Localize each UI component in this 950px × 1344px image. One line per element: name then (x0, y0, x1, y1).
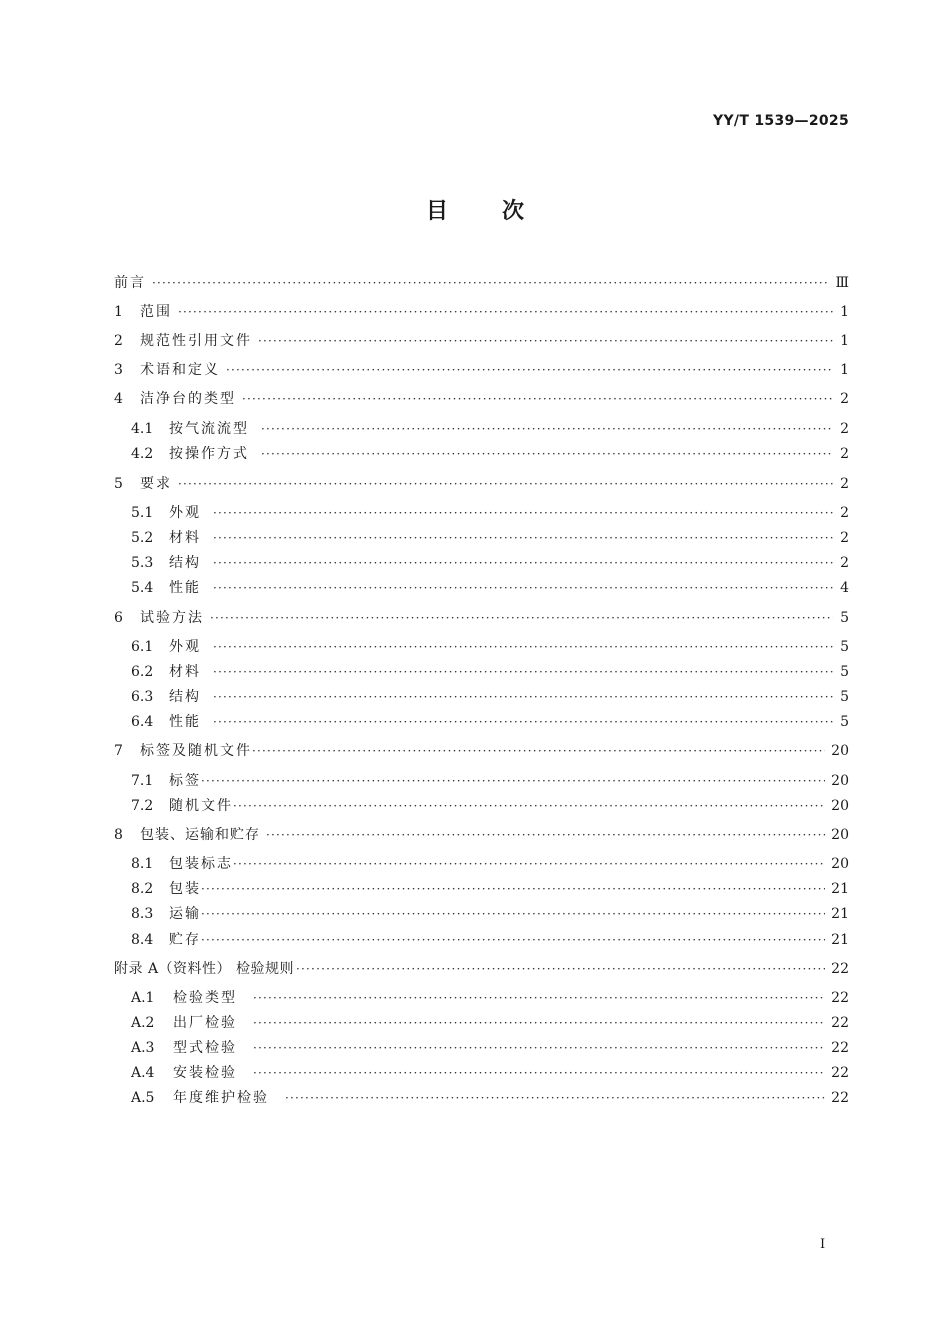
toc-entry-number: 6.1 (131, 639, 154, 655)
toc-subentry[interactable] (131, 988, 849, 1008)
toc-entry-page: 2 (840, 555, 849, 571)
toc-subentry[interactable] (131, 879, 849, 899)
toc-entry[interactable] (114, 741, 849, 761)
toc-subentry[interactable] (131, 578, 849, 598)
toc-entry-title: 外观 (169, 505, 201, 521)
toc-entry-title: 外观 (169, 639, 201, 655)
toc-leader-dots (213, 503, 833, 523)
toc-entry-page: 2 (840, 530, 849, 546)
toc-entry-title: 出厂检验 (173, 1015, 237, 1031)
toc-entry-number: 8.3 (131, 906, 154, 922)
toc-leader-dots (253, 1063, 825, 1083)
toc-entry-title: 包装标志 (169, 856, 233, 872)
toc-leader-dots (201, 904, 825, 924)
toc-leader-dots (213, 528, 833, 548)
toc-entry-page: 1 (840, 304, 849, 320)
toc-entry-annex-a[interactable] (114, 959, 849, 979)
toc-entry-page: 22 (831, 990, 849, 1006)
toc-leader-dots (201, 879, 825, 899)
toc-subentry[interactable] (131, 419, 849, 439)
toc-entry-title: 贮存 (169, 932, 201, 948)
toc-entry[interactable] (114, 474, 849, 494)
toc-leader-dots (253, 1013, 825, 1033)
toc-entry-page: 22 (831, 1015, 849, 1031)
toc-entry-title: 结构 (169, 689, 201, 705)
toc-entry-title: 性能 (169, 580, 201, 596)
toc-entry-number: 6.4 (131, 714, 154, 730)
toc-subentry[interactable] (131, 1063, 849, 1083)
toc-entry-page: 5 (840, 664, 849, 680)
standard-number: YY/T 1539—2025 (713, 113, 849, 129)
toc-subentry[interactable] (131, 444, 849, 464)
toc-entry-number: 4.1 (131, 421, 154, 437)
page-title: 目次 (425, 199, 578, 224)
toc-entry-title: 按气流流型 (169, 421, 249, 437)
toc-leader-dots (178, 302, 833, 322)
toc-entry-page: 5 (840, 689, 849, 705)
toc-entry-number: A.5 (131, 1090, 155, 1106)
toc-entry-number: 6 (114, 610, 123, 626)
toc-entry-title: 年度维护检验 (173, 1090, 269, 1106)
toc-entry-page: 1 (840, 333, 849, 349)
toc-entry-page: 5 (840, 714, 849, 730)
toc-entry-foreword[interactable] (114, 273, 849, 293)
toc-subentry[interactable] (131, 528, 849, 548)
toc-entry[interactable] (114, 825, 849, 845)
toc-subentry[interactable] (131, 904, 849, 924)
toc-entry-title: 术语和定义 (140, 362, 220, 378)
toc-entry-title: 按操作方式 (169, 446, 249, 462)
toc-leader-dots (233, 854, 825, 874)
toc-subentry[interactable] (131, 637, 849, 657)
page-number: I (820, 1237, 826, 1252)
toc-entry-title: 附录 A（资料性） 检验规则 (114, 961, 295, 977)
toc-entry[interactable] (114, 331, 849, 351)
toc-subentry[interactable] (131, 662, 849, 682)
toc-leader-dots (252, 741, 825, 761)
toc-entry-number: 2 (114, 333, 123, 349)
toc-entry-number: 8.2 (131, 881, 154, 897)
toc-leader-dots (261, 419, 833, 439)
toc-subentry[interactable] (131, 687, 849, 707)
toc-entry-title: 前言 (114, 275, 146, 291)
toc-leader-dots (253, 988, 825, 1008)
toc-entry-number: 4.2 (131, 446, 154, 462)
toc-entry-title: 安装检验 (173, 1065, 237, 1081)
toc-leader-dots (296, 959, 825, 979)
toc-entry-page: 21 (831, 906, 849, 922)
toc-entry-number: 8.4 (131, 932, 154, 948)
toc-leader-dots (253, 1038, 825, 1058)
toc-entry-number: 7.1 (131, 773, 154, 789)
toc-leader-dots (213, 712, 833, 732)
toc-leader-dots (213, 578, 833, 598)
toc-leader-dots (226, 360, 833, 380)
toc-subentry[interactable] (131, 1013, 849, 1033)
toc-entry-page: 2 (840, 421, 849, 437)
toc-entry-title: 材料 (169, 530, 201, 546)
toc-entry-page: 5 (840, 610, 849, 626)
toc-entry-number: 5.3 (131, 555, 154, 571)
toc-entry-title: 标签 (169, 773, 201, 789)
toc-entry[interactable] (114, 302, 849, 322)
toc-leader-dots (258, 331, 833, 351)
toc-entry-page: 22 (831, 1090, 849, 1106)
toc-leader-dots (213, 687, 833, 707)
toc-entry-number: 8.1 (131, 856, 154, 872)
toc-leader-dots (266, 825, 825, 845)
toc-entry-title: 检验类型 (173, 990, 237, 1006)
toc-entry-number: A.3 (131, 1040, 155, 1056)
toc-entry[interactable] (114, 608, 849, 628)
toc-subentry[interactable] (131, 771, 849, 791)
toc-entry-number: 5.4 (131, 580, 154, 596)
toc-entry-title: 结构 (169, 555, 201, 571)
toc-entry-page: 20 (831, 827, 849, 843)
toc-entry[interactable] (114, 360, 849, 380)
toc-entry-number: 8 (114, 827, 123, 843)
toc-leader-dots (201, 930, 825, 950)
toc-entry-number: 6.3 (131, 689, 154, 705)
toc-entry-title: 随机文件 (169, 798, 233, 814)
toc-leader-dots (242, 389, 833, 409)
toc-entry-page: 21 (831, 881, 849, 897)
toc-leader-dots (233, 796, 825, 816)
toc-entry-title: 标签及随机文件 (140, 743, 252, 759)
toc-subentry[interactable] (131, 1088, 849, 1108)
toc-entry-title: 要求 (140, 476, 172, 492)
toc-entry-title: 规范性引用文件 (140, 333, 252, 349)
toc-entry-number: 1 (114, 304, 123, 320)
toc-subentry[interactable] (131, 930, 849, 950)
toc-entry-number: 5.1 (131, 505, 154, 521)
toc-entry-page: 20 (831, 743, 849, 759)
toc-entry-title: 包装 (169, 881, 201, 897)
toc-entry-number: 7 (114, 743, 123, 759)
toc-entry-page: 1 (840, 362, 849, 378)
toc-entry-title: 包装、运输和贮存 (140, 827, 260, 843)
toc-entry-page: 20 (831, 773, 849, 789)
toc-entry-page: 20 (831, 798, 849, 814)
toc-entry-page: Ⅲ (835, 275, 849, 291)
toc-entry[interactable] (114, 389, 849, 409)
toc-entry-title: 材料 (169, 664, 201, 680)
toc-entry-number: 4 (114, 391, 123, 407)
toc-entry-number: A.1 (131, 990, 155, 1006)
toc-entry-number: 5.2 (131, 530, 154, 546)
toc-leader-dots (213, 553, 833, 573)
toc-entry-page: 22 (831, 1065, 849, 1081)
toc-subentry[interactable] (131, 553, 849, 573)
toc-subentry[interactable] (131, 796, 849, 816)
toc-entry-title: 性能 (169, 714, 201, 730)
toc-subentry[interactable] (131, 854, 849, 874)
toc-entry-number: 7.2 (131, 798, 154, 814)
toc-entry-page: 22 (831, 961, 849, 977)
toc-entry-title: 试验方法 (140, 610, 204, 626)
toc-entry-page: 20 (831, 856, 849, 872)
toc-leader-dots (285, 1088, 825, 1108)
toc-entry-title: 范围 (140, 304, 172, 320)
toc-entry-title: 型式检验 (173, 1040, 237, 1056)
toc-entry-number: 3 (114, 362, 123, 378)
toc-entry-page: 5 (840, 639, 849, 655)
toc-leader-dots (213, 662, 833, 682)
toc-leader-dots (152, 273, 829, 293)
toc-entry-page: 21 (831, 932, 849, 948)
toc-leader-dots (201, 771, 825, 791)
toc-subentry[interactable] (131, 1038, 849, 1058)
toc-entry-number: A.2 (131, 1015, 155, 1031)
toc-entry-page: 4 (840, 580, 849, 596)
toc-entry-page: 2 (840, 476, 849, 492)
toc-entry-title: 洁净台的类型 (140, 391, 236, 407)
toc-subentry[interactable] (131, 712, 849, 732)
toc-entry-title: 运输 (169, 906, 201, 922)
toc-entry-page: 2 (840, 446, 849, 462)
toc-leader-dots (213, 637, 833, 657)
toc-leader-dots (210, 608, 833, 628)
toc-entry-number: A.4 (131, 1065, 155, 1081)
toc-entry-number: 5 (114, 476, 123, 492)
toc-entry-page: 22 (831, 1040, 849, 1056)
toc-leader-dots (261, 444, 833, 464)
toc-leader-dots (178, 474, 833, 494)
toc-entry-number: 6.2 (131, 664, 154, 680)
toc-entry-page: 2 (840, 391, 849, 407)
toc-entry-page: 2 (840, 505, 849, 521)
toc-subentry[interactable] (131, 503, 849, 523)
